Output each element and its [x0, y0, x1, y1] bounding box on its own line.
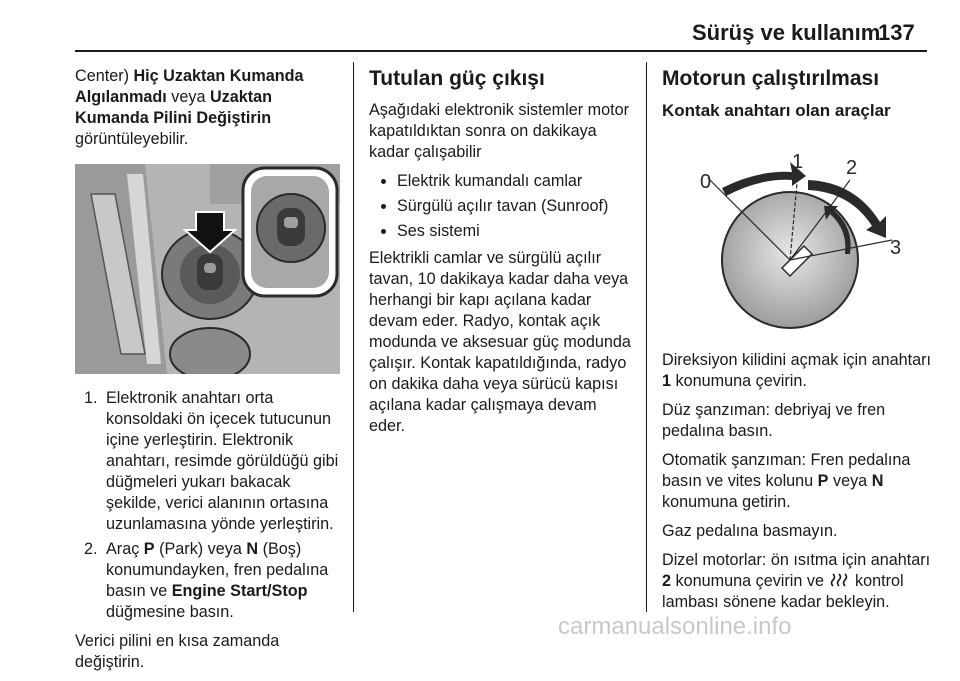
paragraph: Gaz pedalına basmayın.: [662, 522, 838, 540]
steps-list: [75, 388, 347, 623]
paragraph: Düz şanzıman: debriyaj ve fren pedalına basın.: [662, 401, 886, 440]
text: Dizel motorlar: ön ısıtma için anahtarı: [662, 551, 931, 569]
step-text: (Boş) konumundayken, fren pedalına basın ve: [106, 540, 329, 600]
preheat-icon: [830, 573, 848, 587]
gear-n: N: [871, 472, 884, 490]
message-replace-battery: Uzaktan Kumanda Pilini Değiştirin: [75, 88, 273, 127]
section-heading: Motorun çalıştırılması: [662, 67, 880, 90]
cupholder-key-illustration: [75, 164, 340, 374]
bullet-item: • Elektrik kumandalı camlar: [397, 171, 634, 192]
step-item: 1. Elektronik anahtarı orta konsoldaki ön içecek tutucunun içine yerleştirin. Elektronik anahtarı, resimde görüldüğü gibi düğmeleri yukarı bakacak şekilde, verici alanının ortasına uzunlamasına yönde yerleştirin.: [102, 388, 347, 535]
column-divider-1: [353, 62, 354, 612]
step-text: düğmesine basın.: [106, 603, 234, 621]
column-2: [369, 66, 634, 445]
gear-p: P: [817, 472, 829, 490]
position-2: 2: [662, 572, 672, 590]
step-text: (Park) veya: [154, 540, 247, 558]
paragraph: [662, 350, 932, 392]
column-3: [662, 66, 932, 621]
dial-label-3: 3: [890, 237, 902, 259]
watermark: carmanualsonline.info: [558, 613, 792, 640]
subsection-heading: Kontak anahtarı olan araçlar: [662, 101, 891, 120]
column-1: [75, 66, 347, 681]
bullet-item: • Ses sistemi: [397, 221, 634, 242]
section-heading: Tutulan güç çıkışı: [369, 67, 545, 90]
dial-label-0: 0: [700, 171, 712, 193]
column-divider-2: [646, 62, 647, 612]
text: konumuna getirin.: [662, 493, 791, 511]
engine-start-stop-label: Engine Start/Stop: [171, 582, 308, 600]
paragraph: [662, 450, 932, 513]
gear-n: N: [246, 540, 259, 558]
step-item: [102, 539, 347, 623]
bullet-item: • Sürgülü açılır tavan (Sunroof): [397, 196, 634, 217]
outro-paragraph: Verici pilini en kısa zamanda değiştirin.: [75, 632, 280, 671]
intro-text: Center): [75, 67, 134, 85]
step-text: Araç: [106, 540, 144, 558]
bullet-list: [369, 171, 634, 242]
text: Otomatik şanzıman: Fren pedalına basın ve vites kolunu: [662, 451, 911, 490]
message-no-remote: Hiç Uzaktan Kumanda Algılanmadı: [75, 67, 304, 106]
running-header-title: Sürüş ve kullanım: [692, 20, 881, 45]
intro-paragraph: Aşağıdaki elektronik sistemler motor kapatıldıktan sonra on dakikaya kadar çalışabilir: [369, 101, 629, 161]
text: konumuna çevirin ve: [671, 572, 829, 590]
text: kontrol lambası sönene kadar bekleyin.: [662, 572, 904, 611]
intro-paragraph: [75, 66, 347, 150]
gear-p: P: [143, 540, 155, 558]
dial-label-1: 1: [792, 151, 804, 173]
text: veya: [828, 472, 872, 490]
header-rule: [75, 50, 927, 52]
body-paragraph: Elektrikli camlar ve sürgülü açılır tavan, 10 dakikaya kadar daha veya herhangi bir kapı açılana kadar devam eder. Radyo, kontak açık modunda ve aksesuar güç modunda çalışır. Kontak kapatıldığında, radyo on dakika daha veya sürücü kapısı açılana kadar çalışmaya devam eder.: [369, 249, 631, 435]
position-1: 1: [662, 372, 672, 390]
page-number: 137: [878, 20, 915, 45]
text: konumuna çevirin.: [671, 372, 807, 390]
intro-text: veya: [166, 88, 210, 106]
intro-text: görüntüleyebilir.: [75, 130, 189, 148]
ignition-key-dial-illustration: [680, 150, 905, 330]
text: Direksiyon kilidini açmak için anahtarı: [662, 351, 931, 369]
dial-label-2: 2: [846, 157, 858, 179]
paragraph: [662, 550, 932, 613]
